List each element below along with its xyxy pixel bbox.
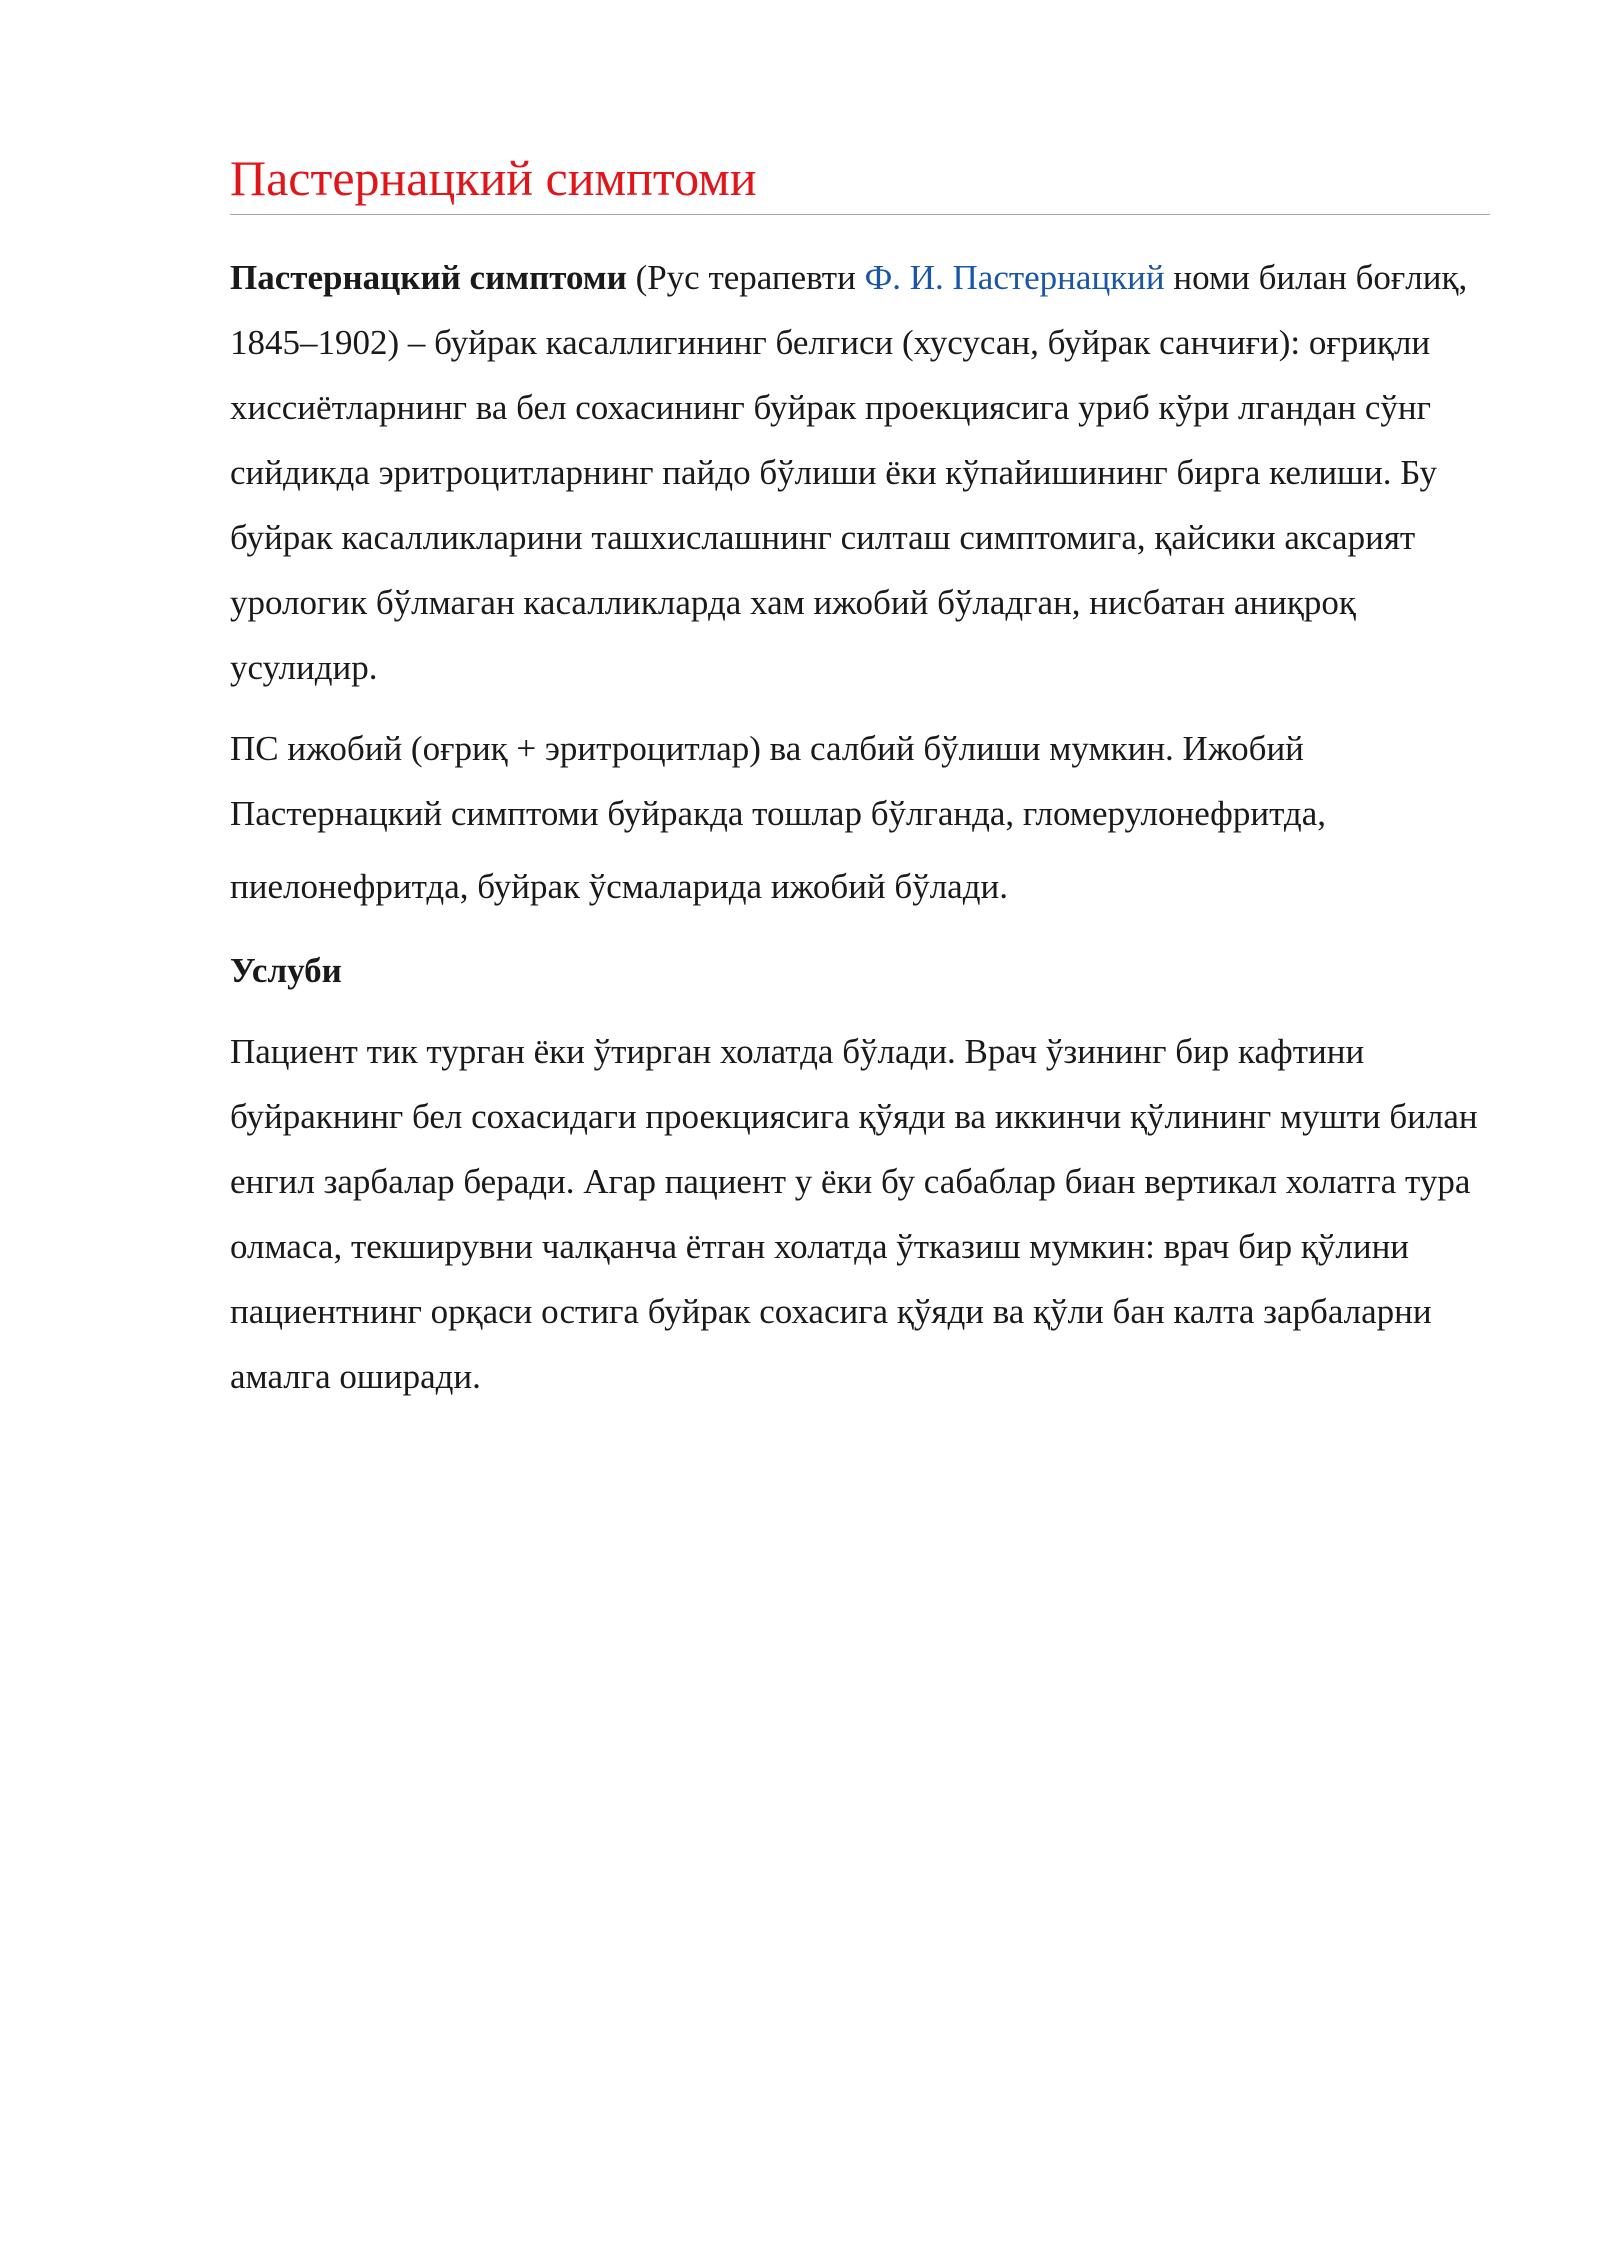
intro-text-after-link: номи билан боғлиқ, 1845–1902) – буйрак касаллигининг белгиси (хусусан, буйрак санчиғи): оғриқли хиссиётларнинг ва бел сохасининг буйрак проекциясига уриб кўри лгандан сўнг сийдикда эритроцитларнинг пайдо бўлиши ёки кўпайишининг бирга келиши. Бу буйрак касалликларини ташхислашнинг силташ симптомига, қайсики аксарият урологик бўлмаган касалликларда хам ижобий бўладган, нисбатан аниқроқ усулидир. [230, 257, 1468, 687]
ps-paragraph-last-line: пиелонефритда, буйрак ўсмаларида ижобий бўлади. [230, 866, 1008, 906]
ps-paragraph-text: ПС ижобий (оғриқ + эритроцитлар) ва салбий бўлиши мумкин. Ижобий Пастернацкий симптоми буйракда тошлар бўлганда, гломерулонефритда, [230, 728, 1326, 833]
intro-paragraph [230, 245, 1490, 700]
term-bold: Пастернацкий симптоми [230, 257, 627, 297]
intro-text-before-link: (Рус терапевти [626, 257, 865, 297]
method-paragraph: Пациент тик турган ёки ўтирган холатда бўлади. Врач ўзининг бир кафтини буйракнинг бел сохасидаги проекциясига қўяди ва иккинчи қўлининг мушти билан енгил зарбалар беради. Агар пациент у ёки бу сабаблар биан вертикал холатга тура олмаса, текширувни чалқанча ётган холатда ўтказиш мумкин: врач бир қўлини пациентнинг орқаси остига буйрак сохасига қўяди ва қўли бан калта зарбаларни амалга оширади. [230, 1031, 1478, 1396]
pasternatsky-link[interactable]: Ф. И. Пастернацкий [864, 257, 1165, 297]
method-heading: Услуби [230, 950, 342, 990]
page-title: Пастернацкий симптоми [230, 150, 1490, 215]
ps-paragraph [230, 716, 1490, 928]
document-page [230, 150, 1490, 1409]
